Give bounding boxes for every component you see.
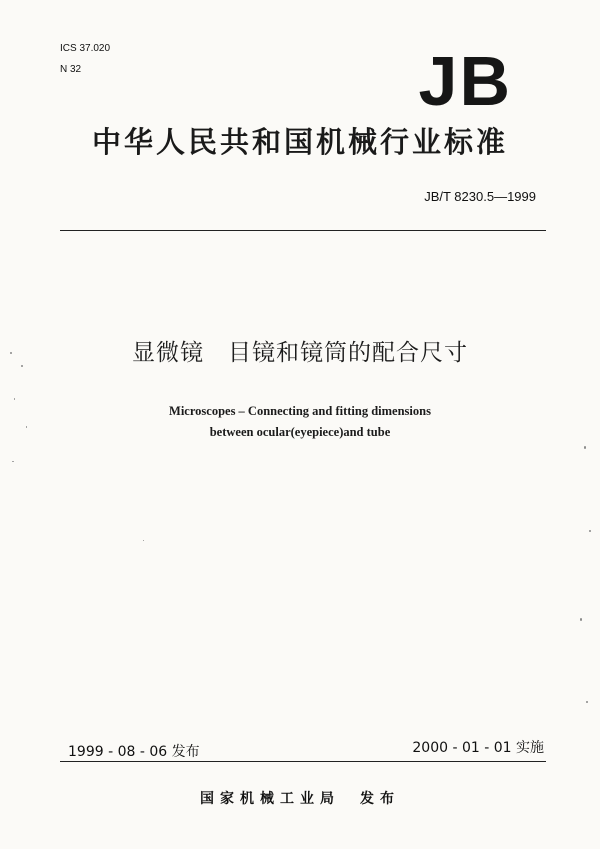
jb-logo: JB <box>418 42 512 120</box>
speck <box>26 426 27 428</box>
header-divider <box>60 230 546 231</box>
speck <box>584 446 586 449</box>
speck <box>14 398 15 400</box>
speck <box>580 618 582 621</box>
english-title-line-2: between ocular(eyepiece)and tube <box>209 425 391 439</box>
speck <box>589 530 591 532</box>
chinese-title: 显微镜 目镜和镜筒的配合尺寸 <box>132 340 468 366</box>
ccs-code: N 32 <box>60 64 82 75</box>
implementation-date: 2000 - 01 - 01 实施 <box>412 740 544 756</box>
english-title-line-1: Microscopes – Connecting and fitting dimensions <box>169 404 431 418</box>
speck <box>10 352 12 354</box>
org-title: 中华人民共和国机械行业标准 <box>91 125 508 159</box>
speck <box>21 365 23 367</box>
standard-number: JB/T 8230.5—1999 <box>424 189 536 204</box>
speck <box>12 461 14 462</box>
speck <box>586 701 588 703</box>
publisher: 国家机械工业局 发布 <box>200 791 400 807</box>
ics-code: ICS 37.020 <box>60 43 111 54</box>
issue-date: 1999 - 08 - 06 发布 <box>68 744 200 760</box>
footer-divider <box>60 761 546 762</box>
speck <box>143 540 144 541</box>
